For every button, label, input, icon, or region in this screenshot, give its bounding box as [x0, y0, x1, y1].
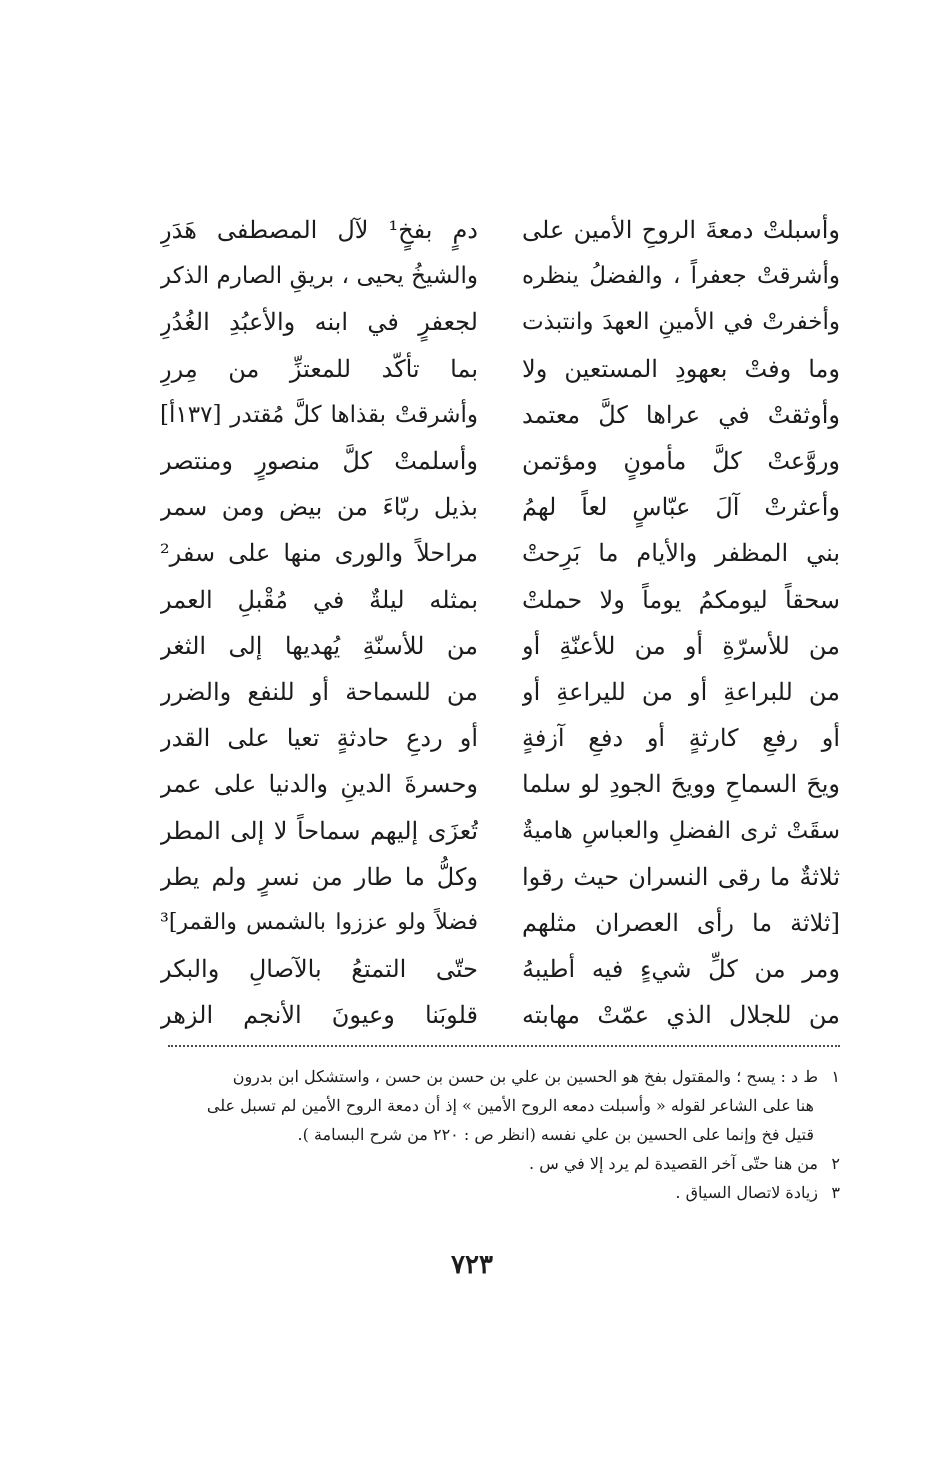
- verse-line: [160, 993, 840, 1037]
- footnote: [160, 1149, 840, 1178]
- verse-first-hemistich: وأشرقتْ جعفراً ، والفضلُ ينظره: [522, 263, 840, 290]
- verse-second-hemistich: وأشرقتْ بقذاها كلَّ مُقتدر [١٣٧أ]: [160, 401, 478, 428]
- verse-second-hemistich: حتّى التمتعُ بالآصالِ والبكر: [160, 955, 478, 984]
- verse-second-hemistich: تُعزَى إليهم سماحاً لا إلى المطر: [160, 816, 478, 845]
- verse-first-hemistich: وأسبلتْ دمعةَ الروحِ الأمين على: [522, 216, 840, 244]
- verse-second-hemistich: مراحلاً والورى منها على سفر²: [160, 539, 478, 568]
- verse-first-hemistich: [ثلاثة ما رأى العصران مثلهم: [522, 909, 840, 937]
- verse-first-hemistich: وأعثرتْ آلَ عبّاسٍ لعاً لهمُ: [522, 493, 840, 522]
- verse-line: [160, 716, 840, 760]
- verse-first-hemistich: ويحَ السماحِ وويحَ الجودِ لو سلما: [522, 770, 840, 799]
- verse-second-hemistich: فضلاً ولو عززوا بالشمس والقمر]³: [160, 910, 478, 935]
- verse-line: [160, 855, 840, 899]
- verse-second-hemistich: قلوبَنا وعيونَ الأنجم الزهر: [160, 1001, 478, 1030]
- verse-first-hemistich: من للبراعةِ أو من لليراعةِ أو: [522, 678, 840, 706]
- verse-first-hemistich: سحقاً ليومكمُ يوماً ولا حملتْ: [522, 585, 840, 614]
- footnote: [160, 1178, 840, 1207]
- verse-second-hemistich: دمٍ بفخٍ¹ لآل المصطفى هَدَرِ: [160, 216, 478, 244]
- verse-line: [160, 762, 840, 806]
- verse-line: [160, 300, 840, 344]
- verse-first-hemistich: أو رفعِ كارثةٍ أو دفعِ آزفةٍ: [522, 724, 840, 753]
- verse-line: [160, 531, 840, 575]
- verse-line: [160, 901, 840, 945]
- verse-line: [160, 439, 840, 483]
- footnote-number: ١: [831, 1067, 840, 1086]
- verse-line: [160, 347, 840, 391]
- verse-line: [160, 670, 840, 714]
- verse-first-hemistich: وأوثقتْ في عراها كلَّ معتمد: [522, 400, 840, 429]
- page-number: ٧٢٣: [451, 1250, 493, 1280]
- verse-first-hemistich: وروَّعتْ كلَّ مأمونٍ ومؤتمن: [522, 447, 840, 475]
- footnote-number: ٣: [831, 1183, 840, 1202]
- footnote-text-line: قتيل فخ وإنما على الحسين بن علي نفسه (انظر ص : ٢٢٠ من شرح البسامة ).: [297, 1125, 814, 1144]
- verse-first-hemistich: من للأسرّةِ أو من للأعنّةِ أو: [522, 631, 840, 660]
- verse-line: [160, 254, 840, 298]
- verse-second-hemistich: أو ردعِ حادثةٍ تعيا على القدر: [160, 724, 478, 753]
- poem-verses: [160, 208, 840, 1038]
- verse-second-hemistich: بما تأكّد للمعتزِّ من مِررِ: [160, 354, 478, 383]
- verse-line: [160, 809, 840, 853]
- footnotes: [160, 1062, 840, 1207]
- verse-line: [160, 208, 840, 252]
- footnote-text-line: من هنا حتّى آخر القصيدة لم يرد إلا في س .: [529, 1154, 818, 1173]
- verse-second-hemistich: لجعفرٍ في ابنه والأعبُدِ الغُدُرِ: [160, 308, 478, 337]
- verse-second-hemistich: بمثله ليلةٌ في مُقْبلِ العمر: [160, 585, 478, 614]
- verse-line: [160, 485, 840, 529]
- verse-first-hemistich: بني المظفر والأيام ما بَرِحتْ: [522, 539, 840, 568]
- verse-first-hemistich: وما وفتْ بعهودِ المستعين ولا: [522, 354, 840, 383]
- footnote: [160, 1062, 840, 1149]
- footnote-number: ٢: [831, 1154, 840, 1173]
- footnote-separator: [168, 1045, 840, 1047]
- verse-second-hemistich: وكلُّ ما طار من نسرٍ ولم يطر: [160, 862, 478, 891]
- verse-line: [160, 578, 840, 622]
- verse-line: [160, 947, 840, 991]
- verse-second-hemistich: بذيل ربّاءَ من بيض ومن سمر: [160, 493, 478, 522]
- verse-first-hemistich: سقَتْ ثرى الفضلِ والعباسِ هاميةٌ: [522, 817, 840, 844]
- footnote-text-line: ط د : يسح ؛ والمقتول بفخ هو الحسين بن علي بن حسن بن حسن ، واستشكل ابن بدرون: [232, 1067, 818, 1086]
- verse-first-hemistich: من للجلال الذي عمّتْ مهابته: [522, 1001, 840, 1030]
- verse-line: [160, 624, 840, 668]
- verse-line: [160, 393, 840, 437]
- footnote-text-line: هنا على الشاعر لقوله « وأسبلت دمعه الروح الأمين » إذ أن دمعة الروح الأمين لم تسبل على: [206, 1096, 814, 1115]
- verse-first-hemistich: وأخفرتْ في الأمينِ العهدَ وانتبذت: [522, 309, 840, 336]
- verse-first-hemistich: ثلاثةٌ ما رقى النسران حيث رقوا: [522, 862, 840, 891]
- verse-second-hemistich: والشيخُ يحيى ، بريقِ الصارم الذكر: [160, 263, 478, 290]
- verse-second-hemistich: من للأسنّةِ يُهديها إلى الثغر: [160, 631, 478, 660]
- verse-second-hemistich: من للسماحة أو للنفع والضرر: [160, 678, 478, 706]
- verse-second-hemistich: وأسلمتْ كلَّ منصورٍ ومنتصر: [160, 447, 478, 475]
- verse-second-hemistich: وحسرةَ الدينِ والدنيا على عمر: [160, 770, 478, 799]
- footnote-text-line: زيادة لاتصال السياق .: [675, 1183, 818, 1202]
- verse-first-hemistich: ومر من كلِّ شيءٍ فيه أطيبهُ: [522, 955, 840, 984]
